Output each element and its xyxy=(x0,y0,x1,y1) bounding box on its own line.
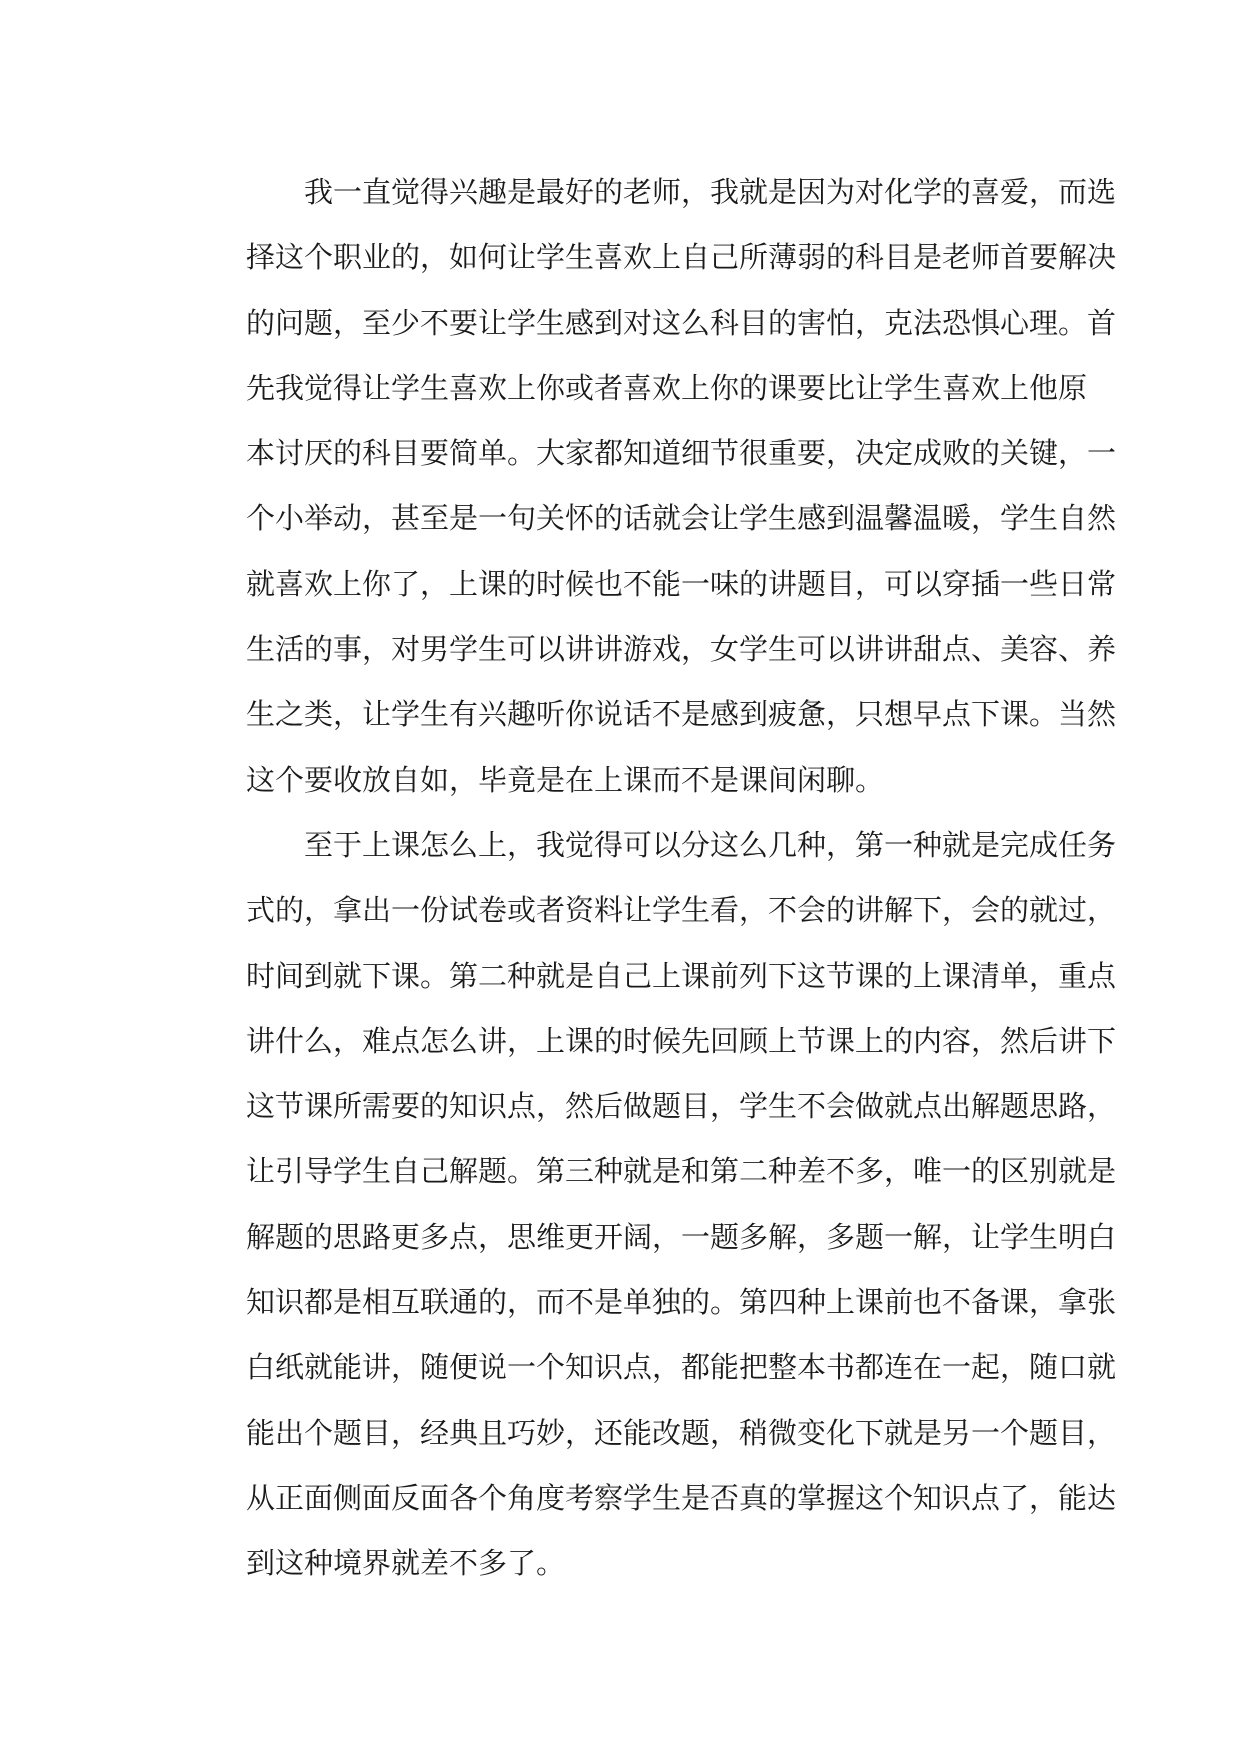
text-line: 这节课所需要的知识点，然后做题目，学生不会做就点出解题思路， xyxy=(246,1089,1117,1124)
text-line: 讲什么，难点怎么讲，上课的时候先回顾上节课上的内容，然后讲下 xyxy=(246,1023,1117,1058)
text-line: 白纸就能讲，随便说一个知识点，都能把整本书都连在一起，随口就 xyxy=(246,1350,1117,1385)
text-line: 解题的思路更多点，思维更开阔，一题多解，多题一解，让学生明白 xyxy=(246,1219,1117,1254)
text-line: 生之类，让学生有兴趣听你说话不是感到疲惫，只想早点下课。当然 xyxy=(246,697,1117,732)
text-line: 生活的事，对男学生可以讲讲游戏，女学生可以讲讲甜点、美容、养 xyxy=(246,632,1117,667)
text-line: 式的，拿出一份试卷或者资料让学生看，不会的讲解下，会的就过， xyxy=(246,893,1117,928)
text-line: 至于上课怎么上，我觉得可以分这么几种，第一种就是完成任务 xyxy=(304,827,1117,862)
text-line: 先我觉得让学生喜欢上你或者喜欢上你的课要比让学生喜欢上他原 xyxy=(246,370,1088,405)
text-line: 让引导学生自己解题。第三种就是和第二种差不多，唯一的区别就是 xyxy=(246,1154,1117,1189)
paragraph-1 xyxy=(188,160,1117,813)
text-line: 这个要收放自如，毕竟是在上课而不是课间闲聊。 xyxy=(246,762,885,797)
text-line: 就喜欢上你了，上课的时候也不能一味的讲题目，可以穿插一些日常 xyxy=(246,566,1117,601)
body-text xyxy=(188,160,1117,1597)
text-line: 能出个题目，经典且巧妙，还能改题，稍微变化下就是另一个题目， xyxy=(246,1415,1117,1450)
text-line: 知识都是相互联通的，而不是单独的。第四种上课前也不备课，拿张 xyxy=(246,1285,1117,1320)
text-line: 到这种境界就差不多了。 xyxy=(246,1546,566,1581)
paragraph-2 xyxy=(188,813,1117,1597)
text-line: 时间到就下课。第二种就是自己上课前列下这节课的上课清单，重点 xyxy=(246,958,1117,993)
text-line: 择这个职业的，如何让学生喜欢上自己所薄弱的科目是老师首要解决 xyxy=(246,240,1117,275)
text-line: 从正面侧面反面各个角度考察学生是否真的掌握这个知识点了，能达 xyxy=(246,1480,1117,1515)
text-line: 我一直觉得兴趣是最好的老师，我就是因为对化学的喜爱，而选 xyxy=(304,175,1117,209)
text-line: 个小举动，甚至是一句关怀的话就会让学生感到温馨温暖，学生自然 xyxy=(246,501,1117,536)
text-line: 本讨厌的科目要简单。大家都知道细节很重要，决定成败的关键，一 xyxy=(246,436,1117,471)
text-line: 的问题，至少不要让学生感到对这么科目的害怕，克法恐惧心理。首 xyxy=(246,305,1117,340)
